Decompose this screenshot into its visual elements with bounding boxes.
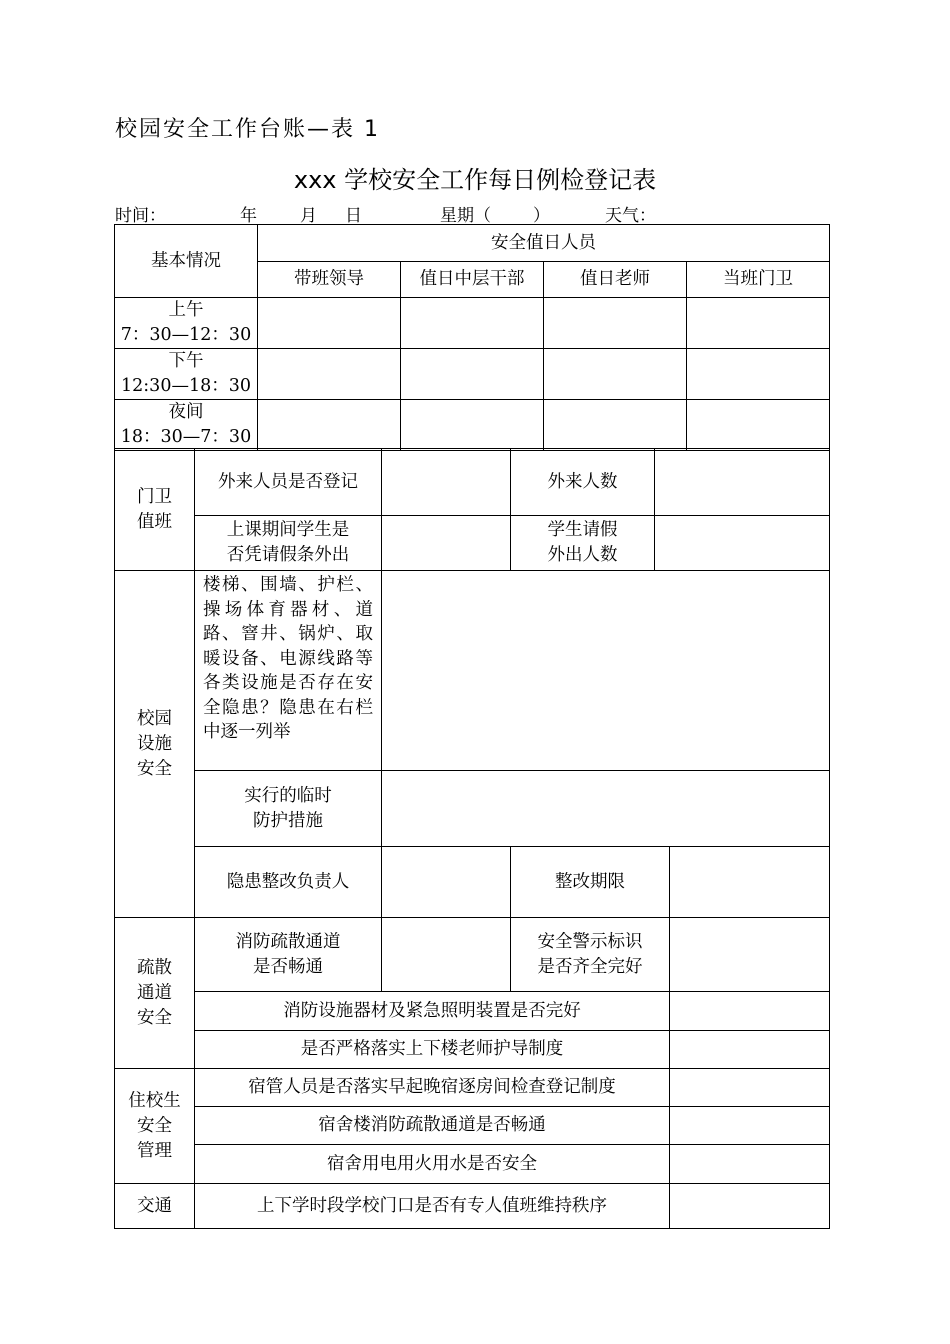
entry-cell[interactable] (382, 771, 830, 847)
facility-q-hazards: 楼梯、围墙、护栏、操场体育器材、道路、窨井、锅炉、取暖设备、电源线路等各类设施是否存在安全隐患？隐患在右栏中逐一列举 (195, 571, 382, 771)
evac-q-passage-clear: 消防疏散通道 是否畅通 (195, 918, 382, 992)
dorm-q-fire-passage: 宿舍楼消防疏散通道是否畅通 (195, 1107, 670, 1145)
entry-cell[interactable] (670, 1031, 830, 1069)
weekday-open-label: 星期（ (440, 206, 491, 226)
document-label: 校园安全工作台账—表 1 (115, 117, 380, 142)
dorm-q-room-check: 宿管人员是否落实早起晚宿逐房间检查登记制度 (195, 1069, 670, 1107)
entry-cell[interactable] (687, 400, 830, 451)
entry-cell[interactable] (670, 992, 830, 1031)
evac-q-stair-duty: 是否严格落实上下楼老师护导制度 (195, 1031, 670, 1069)
basic-info-header: 基本情况 (115, 225, 258, 298)
section-boarding-safety: 住校生 安全 管理 (115, 1069, 195, 1184)
entry-cell[interactable] (258, 400, 401, 451)
entry-cell[interactable] (382, 847, 511, 918)
month-label: 月 (300, 206, 317, 226)
shift-time: 7：30—12：30 (120, 325, 252, 345)
entry-cell[interactable] (670, 847, 830, 918)
entry-cell[interactable] (655, 516, 830, 571)
inspection-table (114, 448, 830, 1229)
entry-cell[interactable] (670, 1145, 830, 1184)
shift-name: 夜间 (168, 402, 204, 422)
entry-cell[interactable] (687, 298, 830, 349)
info-row (115, 201, 829, 226)
col-header-middle-cadre: 值日中层干部 (401, 262, 544, 298)
entry-cell[interactable] (687, 349, 830, 400)
dorm-q-utilities: 宿舍用电用火用水是否安全 (195, 1145, 670, 1184)
evac-q-warning-signs: 安全警示标识 是否齐全完好 (511, 918, 670, 992)
traffic-q-gate-duty: 上下学时段学校门口是否有专人值班维持秩序 (195, 1184, 670, 1229)
entry-cell[interactable] (544, 298, 687, 349)
duty-staff-header: 安全值日人员 (258, 225, 830, 262)
entry-cell[interactable] (258, 349, 401, 400)
facility-q-temporary-measures: 实行的临时 防护措施 (195, 771, 382, 847)
entry-cell[interactable] (670, 1069, 830, 1107)
gate-q-visitor-register: 外来人员是否登记 (195, 449, 382, 516)
shift-time: 18：30—7：30 (120, 427, 252, 447)
entry-cell[interactable] (382, 918, 511, 992)
facility-q-deadline: 整改期限 (511, 847, 670, 918)
entry-cell[interactable] (544, 400, 687, 451)
duty-table (114, 224, 830, 451)
gate-q-student-leave: 上课期间学生是 否凭请假条外出 (195, 516, 382, 571)
entry-cell[interactable] (401, 400, 544, 451)
col-header-leader: 带班领导 (258, 262, 401, 298)
entry-cell[interactable] (670, 1184, 830, 1229)
shift-name: 上午 (168, 300, 204, 320)
facility-q-responsible: 隐患整改负责人 (195, 847, 382, 918)
shift-name: 下午 (168, 351, 204, 371)
evac-q-fire-equipment: 消防设施器材及紧急照明装置是否完好 (195, 992, 670, 1031)
entry-cell[interactable] (382, 449, 511, 516)
section-traffic: 交通 (115, 1184, 195, 1229)
entry-cell[interactable] (670, 1107, 830, 1145)
entry-cell-hazard-list[interactable] (382, 571, 830, 771)
gate-q-visitor-count: 外来人数 (511, 449, 655, 516)
section-gate-duty: 门卫 值班 (115, 449, 195, 571)
time-label: 时间： (115, 206, 166, 226)
entry-cell[interactable] (401, 349, 544, 400)
entry-cell[interactable] (258, 298, 401, 349)
section-facility-safety: 校园 设施 安全 (115, 571, 195, 918)
entry-cell[interactable] (544, 349, 687, 400)
shift-morning (115, 298, 258, 349)
entry-cell[interactable] (401, 298, 544, 349)
shift-afternoon (115, 349, 258, 400)
entry-cell[interactable] (670, 918, 830, 992)
gate-q-leave-count: 学生请假 外出人数 (511, 516, 655, 571)
shift-time: 12:30—18：30 (121, 376, 251, 396)
document-title: xxx 学校安全工作每日例检登记表 (293, 166, 657, 194)
day-label: 日 (345, 206, 362, 226)
weekday-close-label: ） (533, 206, 550, 226)
col-header-guard: 当班门卫 (687, 262, 830, 298)
year-label: 年 (240, 206, 257, 226)
entry-cell[interactable] (655, 449, 830, 516)
section-evacuation-safety: 疏散 通道 安全 (115, 918, 195, 1069)
col-header-teacher: 值日老师 (544, 262, 687, 298)
shift-night (115, 400, 258, 451)
weather-label: 天气： (605, 206, 656, 226)
entry-cell[interactable] (382, 516, 511, 571)
